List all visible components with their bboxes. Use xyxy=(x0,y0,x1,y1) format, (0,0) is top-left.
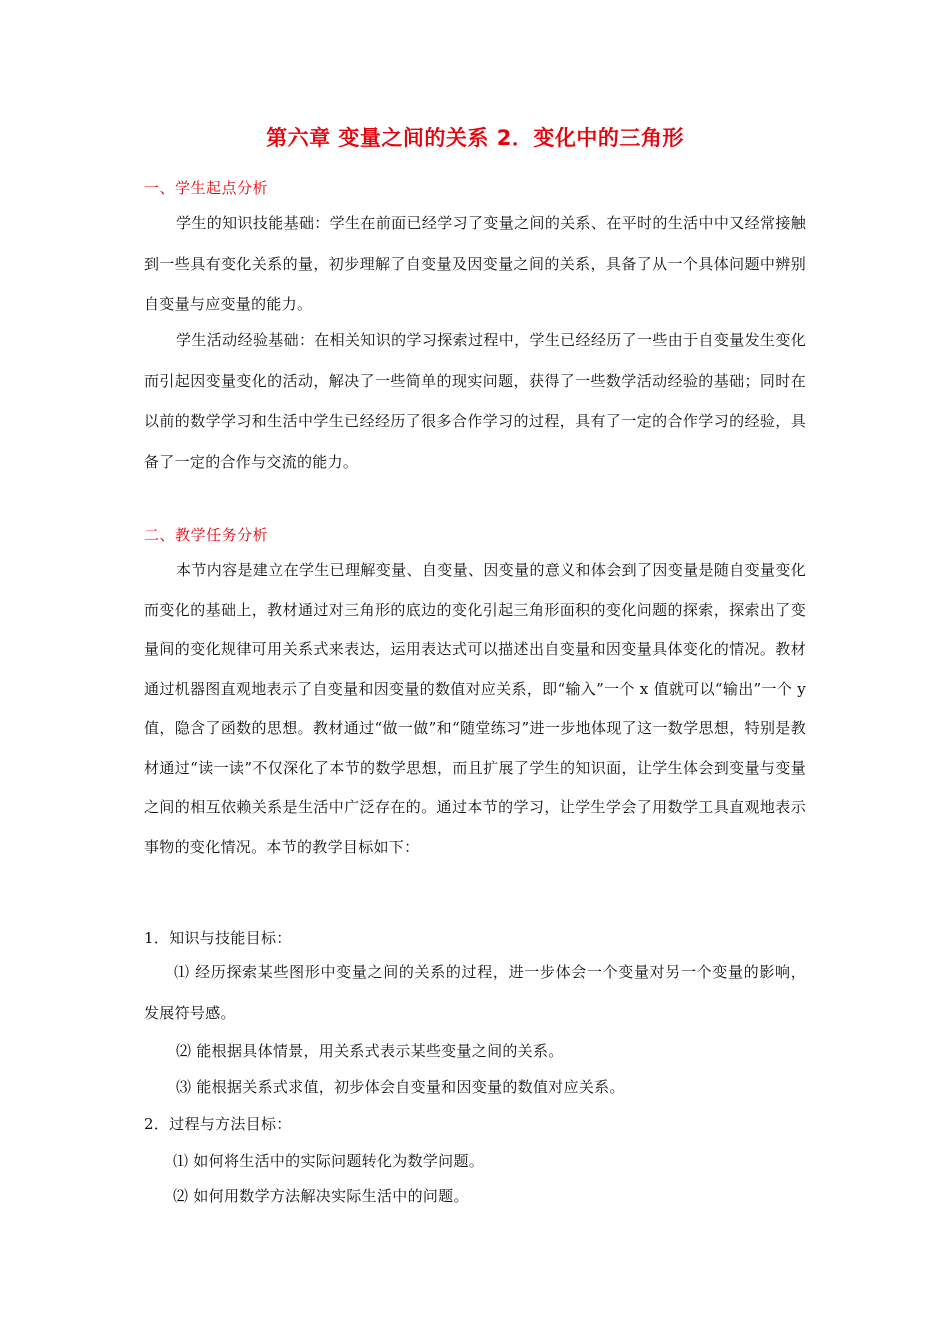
goal2-item2: ⑵ 如何用数学方法解决实际生活中的问题。 xyxy=(173,1187,469,1205)
goal2-title: 2．过程与方法目标： xyxy=(144,1115,292,1133)
paragraph-content-analysis: 本节内容是建立在学生已理解变量、自变量、因变量的意义和体会到了因变量是随自变量变化而变化的基础上，教材通过对三角形的底边的变化引起三角形面积的变化问题的探索，探索出了变量间的变化规律可用关系式来表达，运用表达式可以描述出自变量和因变量具体变化的情况。教材通过机器图直观地表示了自变量和因变量的数值对应关系，即“输入”一个 x 值就可以“输出”一个 y 值，隐含了函数的思想。教材通过“做一做”和“随堂练习”进一步地体现了这一数学思想，特别是教材通过“读一读”不仅深化了本节的数学思想，而且扩展了学生的知识面，让学生体会到变量与变量之间的相互依赖关系是生活中广泛存在的。通过本节的学习，让学生学会了用数学工具直观地表示事物的变化情况。本节的教学目标如下： xyxy=(144,561,806,856)
paragraph-activity-basis: 学生活动经验基础：在相关知识的学习探索过程中，学生已经经历了一些由于自变量发生变化而引起因变量变化的活动，解决了一些简单的现实问题，获得了一些数学活动经验的基础；同时在以前的数学学习和生活中学生已经经历了很多合作学习的过程，具有了一定的合作学习的经验，具备了一定的合作与交流的能力。 xyxy=(144,331,806,471)
goal1-item2: ⑵ 能根据具体情景，用关系式表示某些变量之间的关系。 xyxy=(176,1042,564,1060)
paragraph-knowledge-basis: 学生的知识技能基础：学生在前面已经学习了变量之间的关系、在平时的生活中中又经常接触到一些具有变化关系的量，初步理解了自变量及因变量之间的关系，具备了从一个具体问题中辨别自变量与应变量的能力。 xyxy=(144,214,806,313)
goal1-title: 1．知识与技能目标： xyxy=(144,929,292,947)
page-title: 第六章 变量之间的关系 2．变化中的三角形 xyxy=(266,126,684,150)
goal2-item1: ⑴ 如何将生活中的实际问题转化为数学问题。 xyxy=(173,1152,485,1170)
section-heading-task-analysis: 二、教学任务分析 xyxy=(144,526,269,544)
section-heading-student-analysis: 一、学生起点分析 xyxy=(144,179,269,197)
goal1-item1: ⑴ 经历探索某些图形中变量之间的关系的过程，进一步体会一个变量对另一个变量的影响，发展符号感。 xyxy=(144,963,806,1022)
goal1-item3: ⑶ 能根据关系式求值，初步体会自变量和因变量的数值对应关系。 xyxy=(176,1078,625,1096)
